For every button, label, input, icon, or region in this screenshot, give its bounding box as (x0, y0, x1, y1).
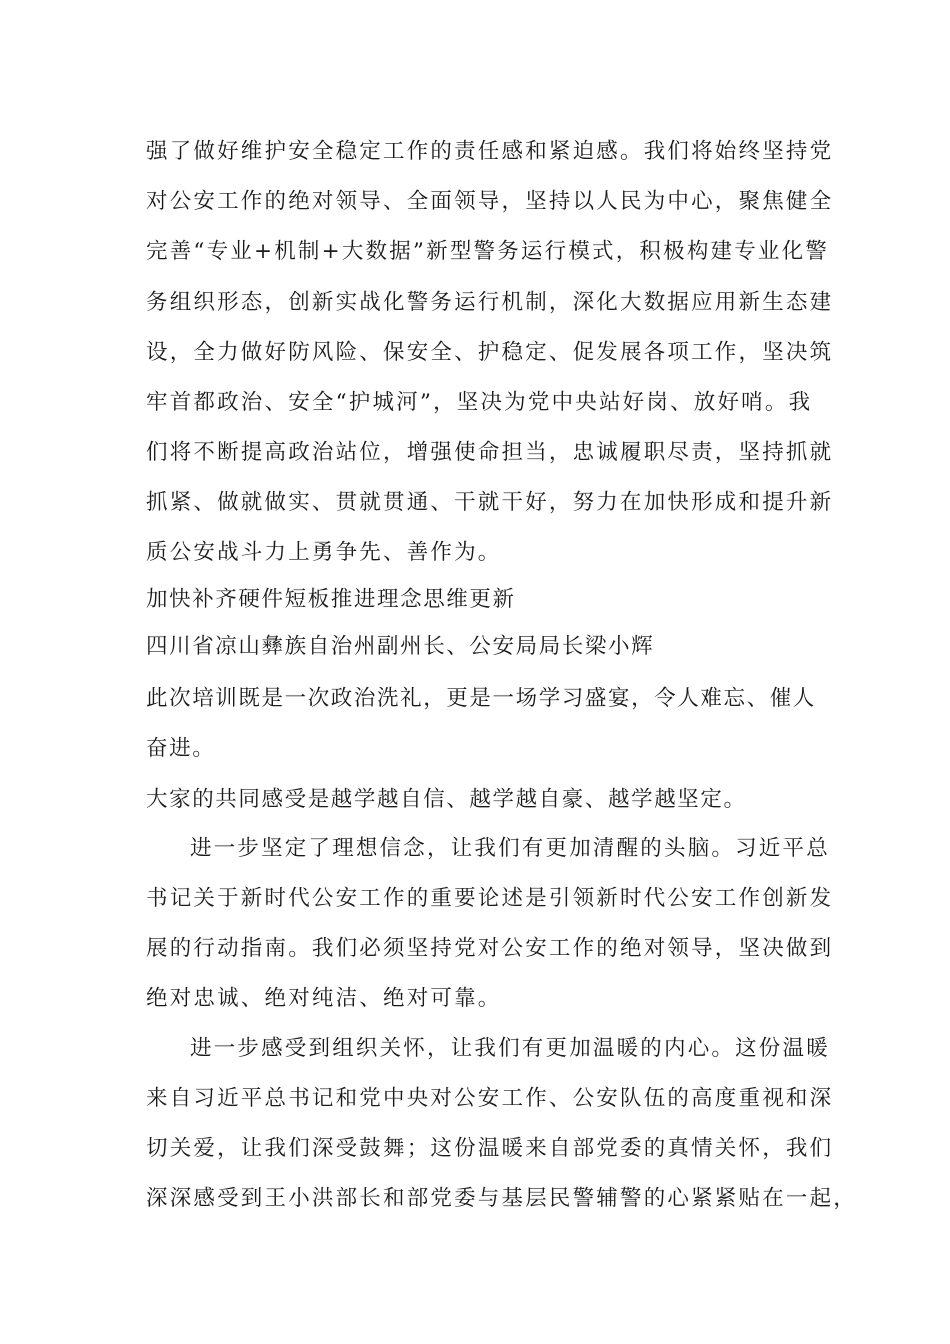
paragraph-1-line: 质公安战斗力上勇争先、善作为。 (146, 540, 502, 565)
paragraph-1-line: 强了做好维护安全稳定工作的责任感和紧迫感。我们将始终坚持党 (146, 139, 834, 164)
paragraph-2-line: 绝对忠诚、绝对纯洁、绝对可靠。 (146, 986, 502, 1011)
paragraph-2-line: 进一步坚定了理想信念，让我们有更加清醒的头脑。习近平总 (190, 836, 830, 861)
paragraph-1-line: 设，全力做好防风险、保安全、护稳定、促发展各项工作，坚决筑 (146, 340, 834, 365)
author-line: 四川省凉山彝族自治州副州长、公安局局长梁小辉 (146, 634, 655, 659)
paragraph-1-line: 牢首都政治、安全“护城河”，坚决为党中央站好岗、放好哨。我 (146, 390, 813, 415)
paragraph-1-line: 们将不断提高政治站位，增强使命担当，忠诚履职尽责，坚持抓就 (146, 440, 834, 465)
intro-line: 此次培训既是一次政治洗礼，更是一场学习盛宴，令人难忘、催人 (146, 686, 816, 711)
summary-line: 大家的共同感受是越学越自信、越学越自豪、越学越坚定。 (146, 787, 747, 812)
paragraph-3-line: 深深感受到王小洪部长和部党委与基层民警辅警的心紧紧贴在一起， (146, 1186, 858, 1211)
paragraph-1-line: 对公安工作的绝对领导、全面领导，坚持以人民为中心，聚焦健全 (146, 189, 834, 214)
paragraph-3-line: 进一步感受到组织关怀，让我们有更加温暖的内心。这份温暖 (190, 1036, 830, 1061)
paragraph-3-line: 来自习近平总书记和党中央对公安工作、公安队伍的高度重视和深 (146, 1086, 834, 1111)
paragraph-1-line: 完善“专业+机制+大数据”新型警务运行模式，积极构建专业化警 (146, 239, 830, 264)
paragraph-2-line: 书记关于新时代公安工作的重要论述是引领新时代公安工作创新发 (146, 886, 834, 911)
paragraph-1-line: 务组织形态，创新实战化警务运行机制，深化大数据应用新生态建 (146, 290, 834, 315)
article-title: 加快补齐硬件短板推进理念思维更新 (146, 587, 516, 612)
intro-line: 奋进。 (146, 736, 216, 761)
paragraph-3-line: 切关爱，让我们深受鼓舞；这份温暖来自部党委的真情关怀，我们 (146, 1136, 834, 1161)
paragraph-1-line: 抓紧、做就做实、贯就贯通、干就干好，努力在加快形成和提升新 (146, 490, 834, 515)
paragraph-2-line: 展的行动指南。我们必须坚持党对公安工作的绝对领导，坚决做到 (146, 936, 834, 961)
